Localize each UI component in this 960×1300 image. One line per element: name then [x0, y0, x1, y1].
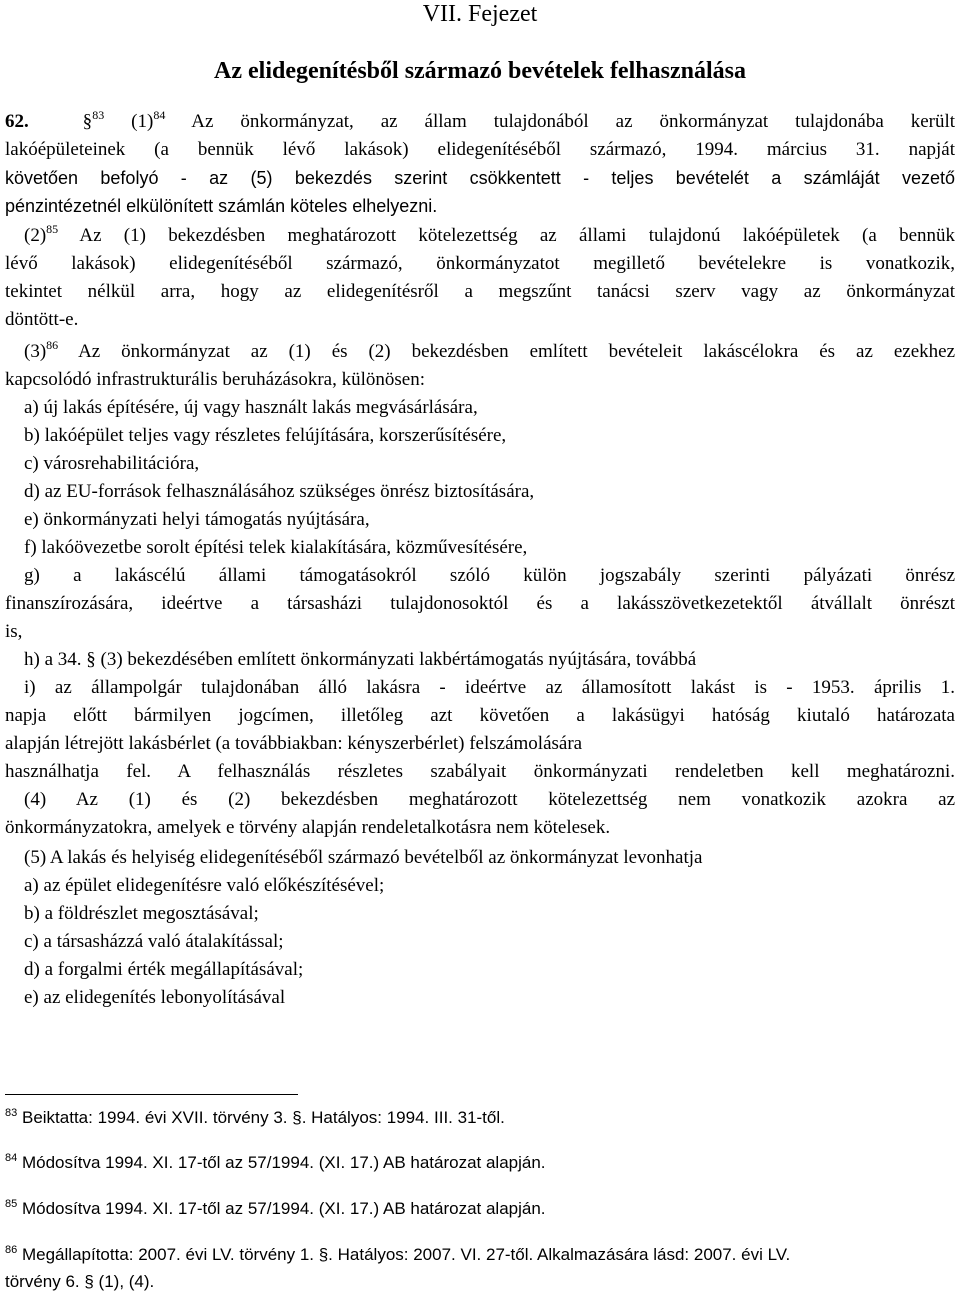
list-item-i-line-3: alapján létrejött lakásbérlet (a továbbiakban: kényszerbérlet) felszámolására	[5, 733, 583, 754]
footnote-84	[5, 1151, 955, 1175]
paragraph-2-text: Az (1) bekezdésben meghatározott kötelezettség az állami tulajdonú lakóépületek (a bennük	[79, 225, 956, 246]
paragraph-5-intro: (5) A lakás és helyiség elidegenítéséből származó bevételből az önkormányzat levonhatja	[24, 847, 703, 868]
paragraph-1-line-3: követően befolyó - az (5) bekezdés szerint csökkentett - teljes bevételét a számláját vezető	[5, 168, 955, 188]
footnote-text: Módosítva 1994. XI. 17-től az 57/1994. (XI. 17.) AB határozat alapján.	[21, 1199, 546, 1218]
paragraph-3-line-1	[24, 340, 955, 364]
footnote-83	[5, 1106, 955, 1130]
list-item-5e: e) az elidegenítés lebonyolításával	[24, 987, 286, 1008]
paragraph-1-line-1: 62. §$^{83}$ $(1)^{84}$ Az önkormányzat, az állam tulajdonából az önkormányzat tulajdonába került	[5, 108, 956, 132]
footnote-number: 86	[5, 1244, 18, 1256]
paragraph-3-label: (3)	[24, 341, 47, 362]
list-item-5c: c) a társasházzá való átalakítással;	[24, 931, 284, 952]
paragraph-4-line-1: (4) Az (1) és (2) bekezdésben meghatározott kötelezettség nem vonatkozik azokra az	[24, 789, 955, 810]
paragraph-2-line-4: döntött-e.	[5, 309, 79, 330]
list-item-i-line-2: napja előtt bármilyen jogcímen, illetőleg azt követően a lakásügyi hatóság kiutaló határozata	[5, 705, 955, 726]
list-item-e: e) önkormányzati helyi támogatás nyújtására,	[24, 509, 370, 530]
list-item-b: b) lakóépület teljes vagy részletes felújítására, korszerűsítésére,	[24, 425, 507, 446]
paragraph-3-line-2: kapcsolódó infrastrukturális beruházásokra, különösen:	[5, 369, 425, 390]
list-item-5d: d) a forgalmi érték megállapításával;	[24, 959, 304, 980]
footnote-ref-86[interactable]: 86	[46, 338, 59, 352]
paragraph-1-line-2: lakóépületeinek (a bennük lévő lakások) elidegenítéséből származó, 1994. március 31. napját	[5, 139, 955, 160]
list-item-5b: b) a földrészlet megosztásával;	[24, 903, 259, 924]
footnote-number: 85	[5, 1198, 18, 1210]
footnote-number: 84	[5, 1152, 18, 1164]
chapter-title: VII. Fejezet	[422, 1, 538, 27]
paragraph-2-line-1	[24, 224, 955, 248]
list-item-d: d) az EU-források felhasználásához szükséges önrész biztosítására,	[24, 481, 535, 502]
footnote-86	[5, 1243, 955, 1267]
paragraph-3-closing: használhatja fel. A felhasználás részletes szabályait önkormányzati rendeletben kell meghatározni.	[5, 761, 955, 782]
list-item-h: h) a 34. § (3) bekezdésében említett önkormányzati lakbértámogatás nyújtására, továbbá	[24, 649, 697, 670]
footnote-separator	[5, 1094, 298, 1095]
list-item-g: g) a lakáscélú állami támogatásokról szóló külön jogszabály szerinti pályázati önrész	[24, 565, 955, 586]
footnote-ref-85[interactable]: 85	[46, 222, 59, 236]
paragraph-2-label: (2)	[24, 225, 47, 246]
paragraph-1-label: (1)	[131, 111, 154, 132]
list-item-g-line-3: is,	[5, 621, 23, 642]
list-item-g-line-2: finanszírozására, ideértve a társasházi tulajdonosoktól és a lakásszövetkezetektől átvállalt önrészt	[5, 593, 955, 614]
paragraph-1-text: Az önkormányzat, az állam tulajdonából az önkormányzat tulajdonába került	[191, 111, 956, 132]
footnote-ref-84[interactable]: 84	[153, 108, 166, 122]
footnote-text: Módosítva 1994. XI. 17-től az 57/1994. (XI. 17.) AB határozat alapján.	[21, 1153, 546, 1172]
paragraph-2-line-2: lévő lakások) elidegenítéséből származó, önkormányzatot megillető bevételekre is vonatkozik,	[5, 253, 955, 274]
list-item-f: f) lakóövezetbe sorolt építési telek kialakítására, közművesítésére,	[24, 537, 528, 558]
list-item-c: c) városrehabilitációra,	[24, 453, 200, 474]
footnote-text: Megállapította: 2007. évi LV. törvény 1. §. Hatályos: 2007. VI. 27-től. Alkalmazására lásd: 2007. évi LV.	[21, 1245, 791, 1264]
footnote-85	[5, 1197, 955, 1221]
paragraph-3-text: Az önkormányzat az (1) és (2) bekezdésben említett bevételeit lakáscélokra és az ezekhez	[78, 341, 956, 362]
footnote-number: 83	[5, 1107, 18, 1119]
paragraph-1-line-4: pénzintézetnél elkülönített számlán köteles elhelyezni.	[5, 196, 438, 216]
footnote-86-continuation: törvény 6. § (1), (4).	[5, 1272, 155, 1291]
list-item-5a: a) az épület elidegenítésre való előkészítésével;	[24, 875, 385, 896]
footnote-text: Beiktatta: 1994. évi XVII. törvény 3. §. Hatályos: 1994. III. 31-től.	[21, 1108, 505, 1127]
chapter-subtitle: Az elidegenítésből származó bevételek felhasználása	[214, 58, 746, 84]
list-item-a: a) új lakás építésére, új vagy használt lakás megvásárlására,	[24, 397, 478, 418]
list-item-i: i) az állampolgár tulajdonában álló lakásra - ideértve az államosított lakást is - 1953. április 1.	[24, 677, 955, 698]
footnote-ref-83[interactable]: 83	[92, 108, 105, 122]
paragraph-4-line-2: önkormányzatokra, amelyek e törvény alapján rendeletalkotásra nem kötelesek.	[5, 817, 611, 838]
paragraph-2-line-3: tekintet nélkül arra, hogy az elidegenítésről a megszűnt tanácsi szerv vagy az önkormányzat	[5, 281, 955, 302]
section-number: 62.	[5, 111, 29, 132]
